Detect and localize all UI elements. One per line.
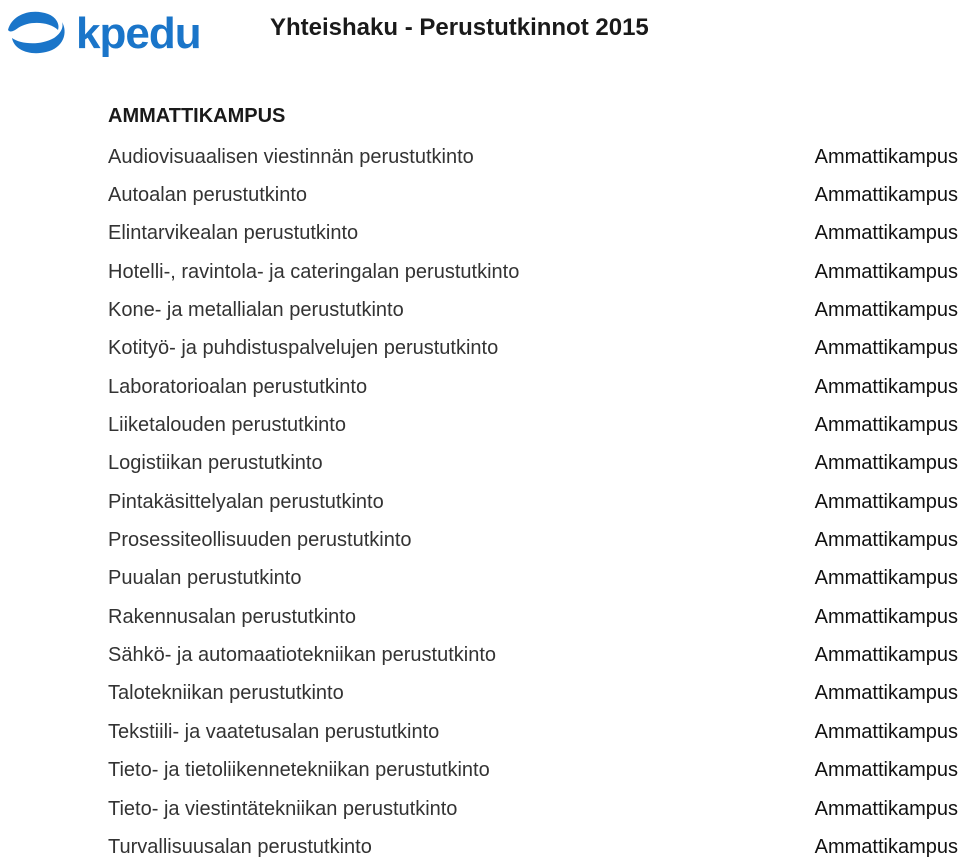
campus-name: Ammattikampus <box>814 184 958 207</box>
campus-name: Ammattikampus <box>814 260 958 283</box>
list-item <box>108 636 960 674</box>
campus-name: Ammattikampus <box>814 682 958 705</box>
campus-name: Ammattikampus <box>814 299 958 322</box>
degree-name: Tekstiili- ja vaatetusalan perustutkinto <box>108 720 440 743</box>
kpedu-logo-graphic <box>4 4 204 60</box>
list-item <box>108 215 960 253</box>
degree-name: Laboratorioalan perustutkinto <box>108 375 368 398</box>
list-item <box>108 330 960 368</box>
list-item <box>108 445 960 483</box>
degree-name: Elintarvikealan perustutkinto <box>108 222 359 245</box>
degree-name: Turvallisuusalan perustutkinto <box>108 835 372 858</box>
list-item <box>108 521 960 559</box>
campus-name: Ammattikampus <box>814 759 958 782</box>
list-item <box>108 291 960 329</box>
campus-name: Ammattikampus <box>814 490 958 513</box>
campus-name: Ammattikampus <box>814 375 958 398</box>
section-heading: AMMATTIKAMPUS <box>108 105 286 127</box>
list-item <box>108 560 960 598</box>
degree-name: Audiovisuaalisen viestinnän perustutkinto <box>108 145 474 168</box>
list-item <box>108 713 960 751</box>
list-item <box>108 176 960 214</box>
degree-name: Sähkö- ja automaatiotekniikan perustutkinto <box>108 644 497 667</box>
list-item <box>108 790 960 828</box>
list-item <box>108 253 960 291</box>
campus-name: Ammattikampus <box>814 835 958 858</box>
degree-name: Puualan perustutkinto <box>108 567 302 590</box>
kpedu-logo <box>4 4 204 60</box>
campus-name: Ammattikampus <box>814 452 958 475</box>
degree-name: Tieto- ja tietoliikennetekniikan perustutkinto <box>108 759 490 782</box>
svg-text:kpedu: kpedu <box>76 9 201 58</box>
list-item <box>108 368 960 406</box>
campus-name: Ammattikampus <box>814 567 958 590</box>
campus-name: Ammattikampus <box>814 720 958 743</box>
campus-name: Ammattikampus <box>814 337 958 360</box>
degree-name: Autoalan perustutkinto <box>108 184 308 207</box>
degree-name: Liiketalouden perustutkinto <box>108 414 346 437</box>
degree-name: Talotekniikan perustutkinto <box>108 682 344 705</box>
campus-name: Ammattikampus <box>814 145 958 168</box>
page-title: Yhteishaku - Perustutkinnot 2015 <box>270 14 649 41</box>
campus-name: Ammattikampus <box>814 644 958 667</box>
list-item <box>108 752 960 790</box>
degree-name: Tieto- ja viestintätekniikan perustutkinto <box>108 797 458 820</box>
degree-name: Pintakäsittelyalan perustutkinto <box>108 490 384 513</box>
campus-name: Ammattikampus <box>814 605 958 628</box>
list-item <box>108 406 960 444</box>
degree-list <box>108 138 960 867</box>
campus-name: Ammattikampus <box>814 222 958 245</box>
degree-name: Prosessiteollisuuden perustutkinto <box>108 529 412 552</box>
campus-name: Ammattikampus <box>814 529 958 552</box>
campus-name: Ammattikampus <box>814 797 958 820</box>
list-item <box>108 138 960 176</box>
degree-name: Logistiikan perustutkinto <box>108 452 323 475</box>
degree-name: Rakennusalan perustutkinto <box>108 605 356 628</box>
campus-name: Ammattikampus <box>814 414 958 437</box>
list-item <box>108 483 960 521</box>
degree-name: Hotelli-, ravintola- ja cateringalan perustutkinto <box>108 260 520 283</box>
degree-name: Kone- ja metallialan perustutkinto <box>108 299 404 322</box>
list-item <box>108 675 960 713</box>
list-item <box>108 598 960 636</box>
degree-name: Kotityö- ja puhdistuspalvelujen perustutkinto <box>108 337 499 360</box>
